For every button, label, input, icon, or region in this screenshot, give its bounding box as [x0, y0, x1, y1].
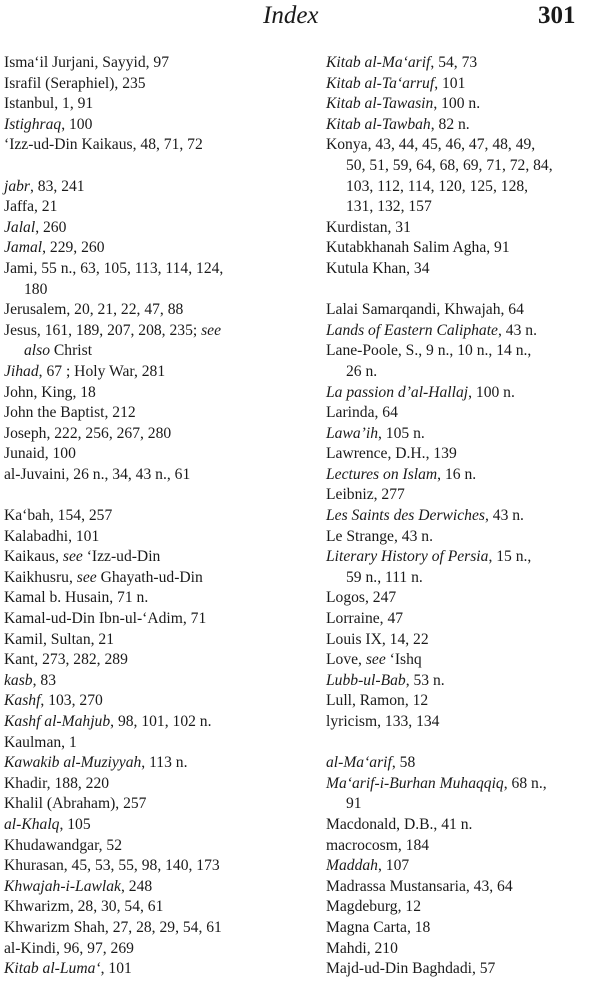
index-entry-text: Christ: [50, 342, 93, 360]
index-entry-text: Larinda, 64: [326, 404, 398, 422]
index-entry: [4, 897, 294, 918]
index-entry-text: Love,: [326, 651, 366, 669]
index-entry-text: 103, 112, 114, 120, 125, 128,: [346, 177, 529, 195]
index-entry: [4, 94, 294, 115]
index-entry: [4, 259, 294, 280]
index-entry-text: macrocosm, 184: [326, 836, 430, 854]
index-entry-text: La passion d’al-Hallaj: [326, 383, 469, 401]
page-number: 301: [538, 2, 576, 29]
index-entry: [326, 712, 594, 733]
index-entry-text: Majd-ud-Din Baghdadi, 57: [326, 960, 496, 978]
index-entry: [326, 609, 594, 630]
index-entry: [326, 650, 594, 671]
index-entry-text: , 100 n.: [468, 383, 515, 401]
index-entry: [326, 300, 594, 321]
index-entry-text: 50, 51, 59, 64, 68, 69, 71, 72, 84,: [346, 156, 553, 174]
index-entry-continuation: [326, 362, 594, 383]
index-entry-text: John, King, 18: [4, 383, 96, 401]
index-entry-text: Ma‘arif-i-Burhan Muhaqqiq: [326, 774, 504, 792]
index-entry: [4, 527, 294, 548]
index-entry: [326, 383, 594, 404]
index-entry-text: 131, 132, 157: [346, 198, 432, 216]
index-entry-text: Kamil, Sultan, 21: [4, 630, 115, 648]
index-entry-text: ‘Izz-ud-Din Kaikaus, 48, 71, 72: [4, 136, 203, 154]
index-entry-text: Lalai Samarqandi, Khwajah, 64: [326, 301, 524, 319]
index-entry-text: Kalabadhi, 101: [4, 527, 100, 545]
index-entry-text: 59 n., 111 n.: [346, 568, 423, 586]
index-entry-text: , 113 n.: [141, 754, 188, 772]
index-entry: [326, 341, 594, 362]
index-entry-text: Israfil (Seraphiel), 235: [4, 74, 146, 92]
index-entry-text: Jamal: [4, 239, 43, 257]
index-entry: [326, 774, 594, 795]
index-entry-text: al-Ma‘arif: [326, 754, 392, 772]
index-entry: [326, 465, 594, 486]
index-entry: [326, 877, 594, 898]
index-entry-text: , 15 n.,: [488, 548, 532, 566]
index-entry-text: Kurdistan, 31: [326, 218, 411, 236]
index-entry: [4, 877, 294, 898]
index-entry: [326, 444, 594, 465]
index-entry: [326, 588, 594, 609]
index-entry-text: Jami, 55 n., 63, 105, 113, 114, 124,: [4, 259, 224, 277]
index-entry: [4, 547, 294, 568]
index-entry-text: al-Khalq: [4, 815, 60, 833]
index-entry: [4, 691, 294, 712]
index-entry-text: ‘Izz-ud-Din: [82, 548, 161, 566]
index-entry: [326, 836, 594, 857]
index-entry: [4, 630, 294, 651]
index-entry: [4, 794, 294, 815]
index-entry-text: Istanbul, 1, 91: [4, 95, 94, 113]
page-title: Index: [263, 2, 319, 29]
index-entry-text: Literary History of Persia: [326, 548, 489, 566]
index-entry-text: Khwarizm Shah, 27, 28, 29, 54, 61: [4, 918, 222, 936]
index-entry-text: 180: [24, 280, 48, 298]
index-entry: [4, 53, 294, 74]
index-entry-text: Istighraq: [4, 115, 62, 133]
index-entry-continuation: [326, 568, 594, 589]
index-entry-continuation: [4, 280, 294, 301]
index-entry: [4, 774, 294, 795]
index-entry: [4, 424, 294, 445]
index-entry: [4, 362, 294, 383]
index-entry-text: Kashf: [4, 692, 41, 710]
index-entry-text: Khwarizm, 28, 30, 54, 61: [4, 898, 164, 916]
index-entry-text: Kamal-ud-Din Ibn-ul-‘Adim, 71: [4, 610, 207, 628]
index-entry: [326, 856, 594, 877]
index-entry: [4, 959, 294, 980]
index-entry: [4, 918, 294, 939]
index-entry-text: Lull, Ramon, 12: [326, 692, 429, 710]
index-entry: [4, 238, 294, 259]
index-entry-text: kasb: [4, 671, 33, 689]
index-entry: [326, 691, 594, 712]
index-entry-text: , 83, 241: [30, 177, 85, 195]
index-entry-text: Jesus, 161, 189, 207, 208, 235;: [4, 321, 202, 339]
index-entry-text: , 67 ; Holy War, 281: [38, 362, 166, 380]
index-entry: [4, 403, 294, 424]
index-entry: [4, 650, 294, 671]
index-entry-text: , 16 n.: [437, 465, 477, 483]
index-entry-text: ‘Ishq: [385, 651, 422, 669]
index-entry-text: Konya, 43, 44, 45, 46, 47, 48, 49,: [326, 136, 536, 154]
index-entry-text: John the Baptist, 212: [4, 404, 136, 422]
index-entry-text: Junaid, 100: [4, 445, 76, 463]
index-entry-text: , 68 n.,: [503, 774, 547, 792]
index-entry-text: Lectures on Islam: [326, 465, 438, 483]
index-entry: [4, 753, 294, 774]
index-entry: [326, 506, 594, 527]
index-entry: [4, 836, 294, 857]
index-entry: [4, 383, 294, 404]
index-entry-text: Logos, 247: [326, 589, 397, 607]
index-entry-text: , 101: [100, 960, 132, 978]
index-entry: [4, 856, 294, 877]
index-entry-text: Macdonald, D.B., 41 n.: [326, 815, 473, 833]
index-entry: [326, 671, 594, 692]
index-entry-text: Kaikaus,: [4, 548, 63, 566]
index-entry-text: , 43 n.: [497, 321, 537, 339]
index-entry: [326, 53, 594, 74]
index-entry: [4, 588, 294, 609]
index-entry: [326, 403, 594, 424]
index-entry-text: , 100 n.: [433, 95, 481, 113]
index-entry-text: see: [62, 548, 83, 566]
index-entry-text: Lane-Poole, S., 9 n., 10 n., 14 n.,: [326, 342, 532, 360]
index-entry-continuation: [326, 794, 594, 815]
index-entry: [4, 609, 294, 630]
index-entry-text: see: [76, 568, 97, 586]
index-entry: [4, 115, 294, 136]
index-entry-text: Leibniz, 277: [326, 486, 405, 504]
index-entry-text: Lawa’ih: [326, 424, 378, 442]
index-entry-text: Les Saints des Derwiches: [326, 507, 485, 525]
index-entry: [4, 321, 294, 342]
index-entry: [326, 897, 594, 918]
index-entry: [4, 939, 294, 960]
index-entry-text: 26 n.: [346, 362, 378, 380]
index-entry: [326, 94, 594, 115]
index-entry-text: Jaffa, 21: [4, 198, 58, 216]
index-entry: [4, 568, 294, 589]
index-entry-text: , 100: [61, 115, 93, 133]
index-entry-text: lyricism, 133, 134: [326, 713, 440, 730]
index-entry-continuation: [326, 177, 594, 198]
index-entry-text: , 58: [391, 754, 416, 772]
index-entry: [326, 424, 594, 445]
index-entry-text: Kitab al-Tawbah: [326, 115, 431, 133]
index-entry-text: Joseph, 222, 256, 267, 280: [4, 424, 172, 442]
index-column-left: [4, 53, 294, 980]
index-entry-text: Ka‘bah, 154, 257: [4, 507, 113, 525]
index-entry-text: , 107: [377, 857, 410, 875]
index-entry-text: Kitab al-Ma‘arif: [326, 54, 431, 71]
index-entry-text: Kaulman, 1: [4, 733, 77, 751]
index-entry-text: al-Kindi, 96, 97, 269: [4, 939, 134, 957]
page-header: [0, 0, 600, 34]
index-entry-text: , 43 n.: [484, 507, 524, 525]
index-column-right: [326, 53, 594, 980]
index-entry: [326, 939, 594, 960]
index-entry: [326, 959, 594, 980]
index-entry-text: , 101: [434, 74, 466, 92]
index-entry-text: , 105 n.: [378, 424, 425, 442]
index-entry: [326, 218, 594, 239]
index-entry: [4, 74, 294, 95]
index-entry: [326, 815, 594, 836]
index-entry: [326, 547, 594, 568]
index-entry-text: Magna Carta, 18: [326, 918, 431, 936]
index-entry-continuation: [326, 156, 594, 177]
index-entry-text: Kaikhusru,: [4, 568, 77, 586]
index-entry: [4, 815, 294, 836]
index-entry-text: , 83: [32, 671, 56, 689]
index-entry-text: , 82 n.: [430, 115, 470, 133]
index-entry: [4, 197, 294, 218]
index-entry: [4, 671, 294, 692]
index-entry-text: Jalal: [4, 218, 36, 236]
index-entry: [4, 444, 294, 465]
index-entry: [4, 135, 294, 156]
index-entry-text: Khwajah-i-Lawlak: [4, 877, 121, 895]
index-entry-text: see: [365, 651, 386, 669]
index-entry: [326, 630, 594, 651]
index-entry-text: Jihad: [4, 362, 39, 380]
index-entry-text: Kutabkhanah Salim Agha, 91: [326, 239, 510, 257]
index-entry: [326, 918, 594, 939]
index-entry-text: Lands of Eastern Caliphate: [326, 321, 498, 339]
index-entry-text: Ghayath-ud-Din: [96, 568, 203, 586]
index-entry-text: , 229, 260: [42, 239, 105, 257]
index-entry-text: 91: [346, 795, 362, 813]
index-entry: [4, 465, 294, 486]
index-entry-text: , 260: [35, 218, 67, 236]
index-entry: [326, 115, 594, 136]
index-entry-text: also: [24, 342, 50, 360]
index-entry-text: Khalil (Abraham), 257: [4, 795, 147, 813]
index-entry-text: Kawakib al-Muziyyah: [4, 754, 142, 772]
index-entry-text: Louis IX, 14, 22: [326, 630, 429, 648]
index-entry-text: Isma‘il Jurjani, Sayyid, 97: [4, 54, 170, 71]
index-entry-text: Kashf al-Mahjub: [4, 713, 111, 730]
index-entry-text: Lawrence, D.H., 139: [326, 445, 457, 463]
index-entry-text: Maddah: [326, 857, 378, 875]
index-entry: [326, 135, 594, 156]
index-entry-text: Khudawandgar, 52: [4, 836, 123, 854]
index-entry-text: see: [201, 321, 222, 339]
index-entry-text: Kitab al-Luma‘: [4, 960, 101, 978]
index-entry-text: Khurasan, 45, 53, 55, 98, 140, 173: [4, 857, 220, 875]
index-entry-text: Kitab al-Ta‘arruf: [326, 74, 435, 92]
index-entry-text: , 248: [120, 877, 153, 895]
index-entry-text: jabr: [4, 177, 30, 195]
index-entry: [326, 527, 594, 548]
index-entry-continuation: [326, 197, 594, 218]
index-entry: [326, 753, 594, 774]
index-entry: [326, 321, 594, 342]
index-entry-text: Lubb-ul-Bab: [326, 671, 406, 689]
index-entry: [4, 712, 294, 733]
index-entry-text: Kamal b. Husain, 71 n.: [4, 589, 149, 607]
index-entry: [4, 733, 294, 754]
index-entry: [4, 300, 294, 321]
index-entry-text: , 105: [59, 815, 91, 833]
index-entry-text: Magdeburg, 12: [326, 898, 421, 916]
index-entry-text: Kant, 273, 282, 289: [4, 651, 128, 669]
index-entry-text: al-Juvaini, 26 n., 34, 43 n., 61: [4, 465, 191, 483]
index-entry: [4, 506, 294, 527]
index-entry-text: , 53 n.: [405, 671, 445, 689]
index-entry-text: , 103, 270: [40, 692, 103, 710]
index-entry: [326, 259, 594, 280]
index-entry: [4, 177, 294, 198]
index-entry: [4, 218, 294, 239]
index-entry-text: Le Strange, 43 n.: [326, 527, 433, 545]
index-entry-text: , 98, 101, 102 n.: [110, 713, 212, 730]
index-entry-continuation: [4, 341, 294, 362]
index-entry-text: Madrassa Mustansaria, 43, 64: [326, 877, 513, 895]
index-entry-text: Lorraine, 47: [326, 610, 404, 628]
index-entry-text: Kutula Khan, 34: [326, 259, 430, 277]
index-entry-text: Mahdi, 210: [326, 939, 398, 957]
index-entry-text: Jerusalem, 20, 21, 22, 47, 88: [4, 301, 184, 319]
index-entry: [326, 485, 594, 506]
index-entry: [326, 238, 594, 259]
index-entry-text: , 54, 73: [430, 54, 478, 71]
index-entry-text: Kitab al-Tawasin: [326, 95, 434, 113]
index-entry: [326, 74, 594, 95]
index-entry-text: Khadir, 188, 220: [4, 774, 110, 792]
